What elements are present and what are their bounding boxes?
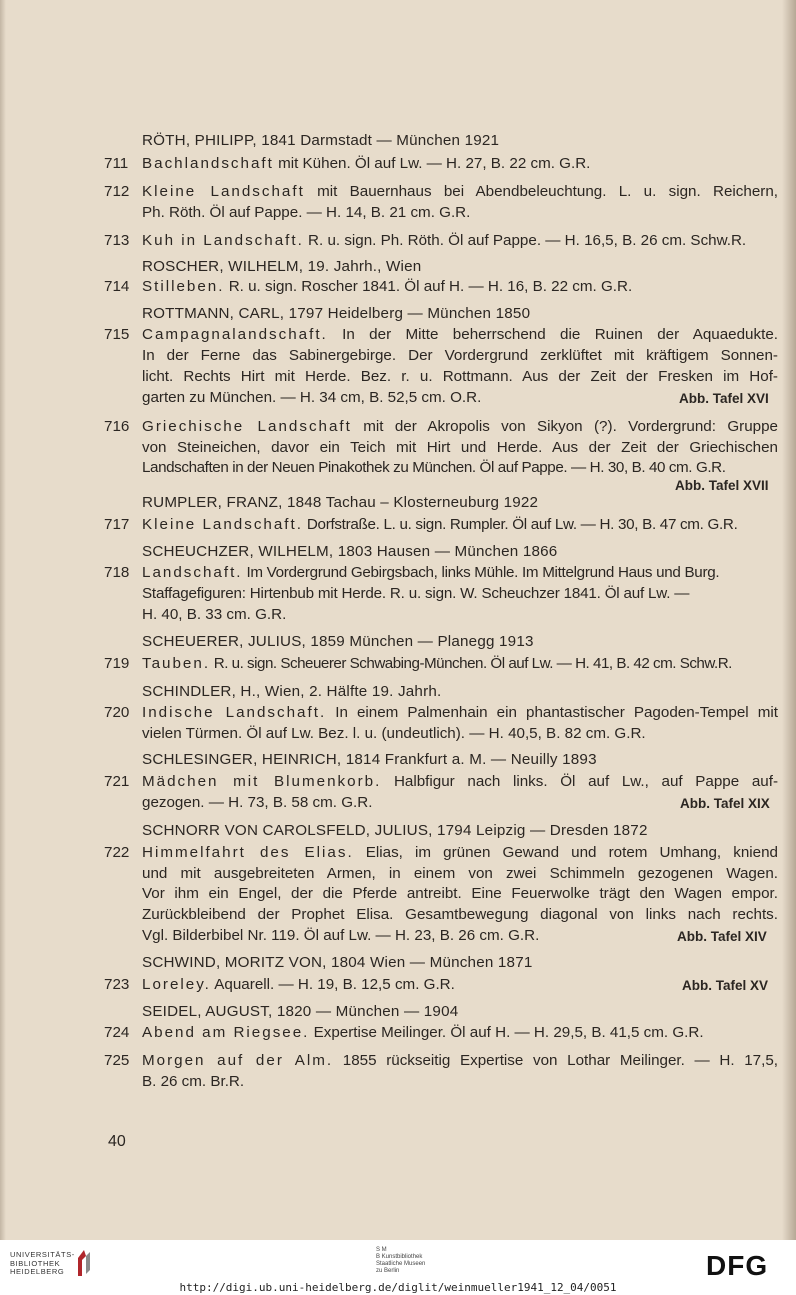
lot-number-717: 717 (104, 516, 130, 533)
dfg-logo[interactable]: DFG (706, 1250, 769, 1281)
lot-number-716: 716 (104, 418, 130, 435)
lot-number-724: 724 (104, 1024, 130, 1041)
lot-718-line2: Staffagefiguren: Hirtenbub mit Herde. R. u. sign. W. Scheuchzer 1841. Öl auf Lw. — (142, 585, 690, 602)
lot-number-725: 725 (104, 1052, 130, 1069)
lot-715-description: Campagnalandschaft. In der Mitte beherrschend die Ruinen der Aquaedukte. (142, 326, 778, 343)
lot-722-line5: Vgl. Bilderbibel Nr. 119. Öl auf Lw. — H. 23, B. 26 cm. G.R. (142, 927, 540, 944)
lot-number-713: 713 (104, 232, 130, 249)
artist-heading-rumpler: RUMPLER, FRANZ, 1848 Tachau – Klosterneuburg 1922 (142, 494, 539, 511)
lot-715-line3: licht. Rechts Hirt mit Herde. Bez. r. u. Rottmann. Aus der Zeit der Fresken im Hof- (142, 368, 778, 385)
lot-722-line3: Vor ihm ein Engel, der die Pferde antreibt. Eine Feuerwolke trägt den Wagen empor. (142, 885, 778, 902)
lot-719-description: Tauben. R. u. sign. Scheuerer Schwabing-München. Öl auf Lw. — H. 41, B. 42 cm. Schw.R. (142, 655, 732, 672)
lot-723-description: Loreley. Aquarell. — H. 19, B. 12,5 cm. G.R. (142, 976, 455, 993)
plate-reference-xiv: Abb. Tafel XIV (677, 929, 767, 944)
heidelberg-library-logo[interactable]: UNIVERSITÄTS- BIBLIOTHEK HEIDELBERG (10, 1250, 75, 1276)
lot-number-712: 712 (104, 183, 130, 200)
lot-725-line2: B. 26 cm. Br.R. (142, 1073, 245, 1090)
plate-reference-xvi: Abb. Tafel XVI (679, 391, 769, 406)
artist-heading-scheuchzer: SCHEUCHZER, WILHELM, 1803 Hausen — München 1866 (142, 543, 558, 560)
lot-number-715: 715 (104, 326, 130, 343)
lot-720-line2: vielen Türmen. Öl auf Lw. Bez. l. u. (undeutlich). — H. 40,5, B. 82 cm. G.R. (142, 725, 646, 742)
lot-718-line3: H. 40, B. 33 cm. G.R. (142, 606, 287, 623)
artist-heading-schnorr: SCHNORR VON CAROLSFELD, JULIUS, 1794 Leipzig — Dresden 1872 (142, 822, 648, 839)
lot-724-description: Abend am Riegsee. Expertise Meilinger. Öl auf H. — H. 29,5, B. 41,5 cm. G.R. (142, 1024, 704, 1041)
lot-722-line2: und mit ausgebreiteten Armen, in einem von zwei Schimmeln gezogenen Wagen. (142, 865, 778, 882)
lot-722-line4: Zurückbleibend der Prophet Elisa. Gesamtbewegung diagonal von links nach rechts. (142, 906, 778, 923)
lot-722-description: Himmelfahrt des Elias. Elias, im grünen Gewand und rotem Umhang, kniend (142, 844, 778, 861)
lot-711-description: Bachlandschaft mit Kühen. Öl auf Lw. — H. 27, B. 22 cm. G.R. (142, 155, 591, 172)
lot-number-718: 718 (104, 564, 130, 581)
artist-heading-schlesinger: SCHLESINGER, HEINRICH, 1814 Frankfurt a. M. — Neuilly 1893 (142, 751, 597, 768)
lot-number-720: 720 (104, 704, 130, 721)
permalink-url[interactable]: http://digi.ub.uni-heidelberg.de/diglit/weinmueller1941_12_04/0051 (179, 1281, 617, 1294)
library-emblem-icon (74, 1248, 94, 1278)
artist-heading-scheuerer: SCHEUERER, JULIUS, 1859 München — Planegg 1913 (142, 633, 534, 650)
lot-714-description: Stilleben. R. u. sign. Roscher 1841. Öl auf H. — H. 16, B. 22 cm. G.R. (142, 278, 633, 295)
lot-number-714: 714 (104, 278, 130, 295)
page-number: 40 (108, 1133, 126, 1150)
lot-720-description: Indische Landschaft. In einem Palmenhain ein phantastischer Pagoden-Tempel mit (142, 704, 778, 721)
plate-reference-xv: Abb. Tafel XV (682, 978, 769, 993)
lot-715-line4: garten zu München. — H. 34 cm, B. 52,5 cm. O.R. (142, 389, 482, 406)
lot-716-description: Griechische Landschaft mit der Akropolis von Sikyon (?). Vordergrund: Gruppe (142, 418, 778, 435)
artist-heading-schindler: SCHINDLER, H., Wien, 2. Hälfte 19. Jahrh. (142, 683, 442, 700)
lot-712-continuation: Ph. Röth. Öl auf Pappe. — H. 14, B. 21 cm. G.R. (142, 204, 471, 221)
plate-reference-xix: Abb. Tafel XIX (680, 796, 770, 811)
artist-heading-roeth: RÖTH, PHILIPP, 1841 Darmstadt — München 1921 (142, 132, 500, 149)
artist-heading-roscher: ROSCHER, WILHELM, 19. Jahrh., Wien (142, 258, 422, 275)
lot-number-721: 721 (104, 773, 130, 790)
lot-718-description: Landschaft. Im Vordergrund Gebirgsbach, links Mühle. Im Mittelgrund Haus und Burg. (142, 564, 720, 581)
lot-716-line2: von Steineichen, davor ein Teich mit Hirt und Herde. Aus der Zeit der Griechischen (142, 439, 778, 456)
smb-kunstbibliothek-logo[interactable]: S M B Kunstbibliothek Staatliche Museen zu Berlin (376, 1247, 426, 1274)
lot-number-711: 711 (104, 155, 129, 172)
artist-heading-rottmann: ROTTMANN, CARL, 1797 Heidelberg — München 1850 (142, 305, 531, 322)
plate-reference-xvii: Abb. Tafel XVII (675, 478, 769, 493)
artist-heading-schwind: SCHWIND, MORITZ VON, 1804 Wien — München 1871 (142, 954, 533, 971)
lot-721-description: Mädchen mit Blumenkorb. Halbfigur nach links. Öl auf Lw., auf Pappe auf- (142, 773, 779, 790)
lot-715-line2: In der Ferne das Sabinergebirge. Der Vordergrund zerklüftet mit kräftigem Sonnen- (142, 347, 778, 364)
lot-721-line2: gezogen. — H. 73, B. 58 cm. G.R. (142, 794, 373, 811)
lot-number-719: 719 (104, 655, 130, 672)
lot-716-line3: Landschaften in der Neuen Pinakothek zu München. Öl auf Pappe. — H. 30, B. 40 cm. G.R. (142, 459, 726, 476)
lot-717-description: Kleine Landschaft. Dorfstraße. L. u. sign. Rumpler. Öl auf Lw. — H. 30, B. 47 cm. G.R. (142, 516, 738, 533)
artist-heading-seidel: SEIDEL, AUGUST, 1820 — München — 1904 (142, 1003, 459, 1020)
lot-number-723: 723 (104, 976, 130, 993)
lot-number-722: 722 (104, 844, 130, 861)
lot-725-description: Morgen auf der Alm. 1855 rückseitig Expertise von Lothar Meilinger. — H. 17,5, (142, 1052, 778, 1069)
lot-712-description: Kleine Landschaft mit Bauernhaus bei Abendbeleuchtung. L. u. sign. Reichern, (142, 183, 778, 200)
lot-713-description: Kuh in Landschaft. R. u. sign. Ph. Röth. Öl auf Pappe. — H. 16,5, B. 26 cm. Schw.R. (142, 232, 747, 249)
